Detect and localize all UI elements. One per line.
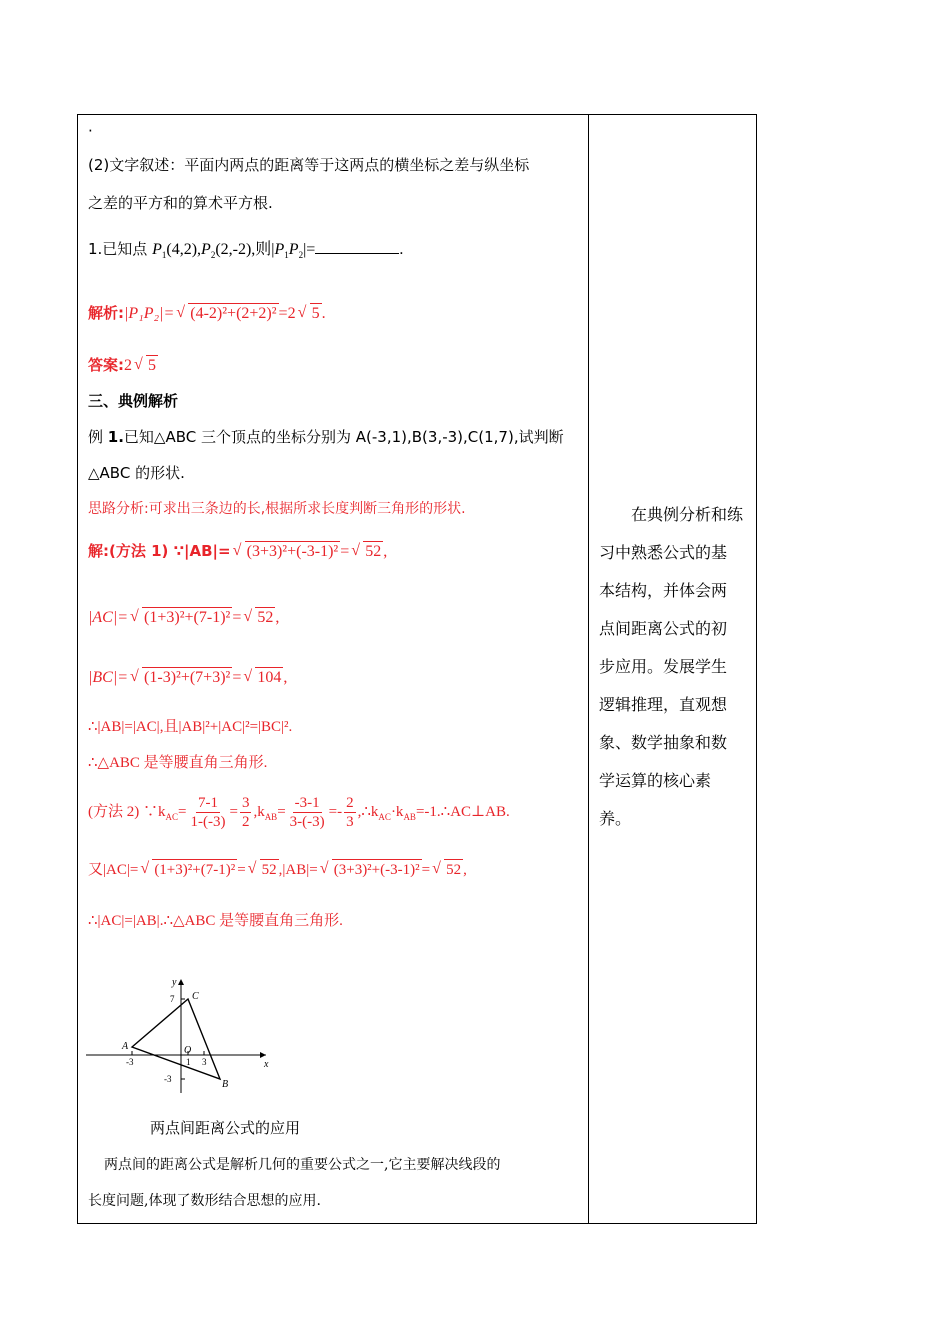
analysis-label: 解析:: [88, 304, 124, 322]
m2-kab: ,k: [253, 804, 265, 820]
also-line: [88, 857, 467, 880]
frac-4: [344, 794, 356, 831]
ac-eq: =: [232, 609, 242, 626]
ac-lhs: |AC|=: [88, 609, 129, 626]
sqrt-also-ac: √ (1+3)²+(7-1)²: [140, 860, 236, 878]
solution-label: 解:(方法 1) ∵|AB|=: [88, 542, 231, 560]
m2-tail3: =-1.∴AC⊥AB.: [415, 804, 510, 820]
x-axis-arrow: [260, 1052, 266, 1058]
ex1-sub1b: 1: [284, 250, 289, 261]
sqrt-ab-val: √ 52: [351, 542, 382, 560]
analysis-lhs: |P₁P₂|=: [124, 305, 175, 322]
method-2: [88, 789, 510, 840]
m2-sub-ac2: AC: [378, 812, 391, 822]
solution-bc: [88, 665, 287, 688]
design-intent-cell: [589, 115, 756, 1223]
also-ab-lhs: ,|AB|=: [278, 862, 318, 878]
triangle-graph: [86, 975, 276, 1095]
also-ab-val: 52: [444, 859, 463, 880]
also-ab-eq: =: [421, 862, 431, 878]
sqrt-bc-val: √ 104: [243, 668, 282, 686]
analysis-end: .: [321, 305, 326, 322]
ex1-prefix: 1.已知点: [88, 240, 153, 258]
analysis: [88, 301, 326, 324]
origin-label: O: [184, 1045, 192, 1056]
m2-eq3: =: [277, 804, 286, 820]
lesson-table: [77, 114, 757, 1224]
example-line1: [88, 427, 564, 447]
application-line2: 长度问题,体现了数形结合思想的应用.: [88, 1193, 321, 1209]
ab-val: 52: [365, 543, 382, 560]
also-ac-radicand: (1+3)²+(7-1)²: [152, 859, 237, 880]
ex1-sub2: 2: [210, 250, 216, 261]
y-axis-arrow: [178, 979, 184, 985]
f3-den: 3-(-3): [289, 814, 325, 831]
intent-line8: 学运算的核心素: [599, 771, 712, 790]
answer-label: 答案:: [88, 356, 124, 374]
design-intent-text: [599, 496, 751, 838]
intent-line5: 步应用。发展学生: [599, 657, 728, 676]
intent-line9: 养。: [599, 809, 632, 828]
content-cell: [78, 115, 588, 1223]
application-line1: 两点间的距离公式是解析几何的重要公式之一,它主要解决线段的: [104, 1157, 501, 1173]
ex1-end: .: [399, 241, 404, 258]
example-text1: 已知△ABC 三个顶点的坐标分别为 A(-3,1),B(3,-3),C(1,7),试判断: [123, 428, 564, 446]
f1-num: 7-1: [197, 795, 218, 812]
ex1-p2-coords: (2,-2),则|: [215, 241, 275, 258]
intent-line6: 逻辑推理，直观想: [599, 695, 728, 714]
point-a-label: A: [122, 1041, 129, 1052]
also-ac-val: 52: [260, 859, 279, 880]
bc-val: 104: [257, 669, 282, 686]
sqrt-ac: √ (1+3)²+(7-1)²: [130, 608, 231, 626]
m2-eq4: =-: [328, 804, 343, 820]
tick-label-7: 7: [170, 994, 175, 1004]
tick-label-m3y: -3: [164, 1074, 172, 1084]
solution-ac: [88, 605, 279, 628]
statement-line2: 之差的平方和的算术平方根.: [88, 194, 273, 212]
therefore-2: ∴△ABC 是等腰直角三角形.: [88, 755, 268, 771]
ex1-sub1: 1: [161, 250, 167, 261]
example-num: 1.: [107, 428, 124, 446]
ex1-p1: P: [152, 241, 162, 258]
also-comma: ,: [463, 862, 467, 878]
ab-comma: ,: [383, 543, 388, 560]
application-title: 两点间距离公式的应用: [150, 1119, 301, 1137]
statement-line1: (2)文字叙述：平面内两点的距离等于这两点的横坐标之差与纵坐标: [88, 156, 530, 174]
ex1-eq: |=: [303, 241, 316, 258]
ex1-sub2b: 2: [298, 250, 304, 261]
frac-2: [240, 794, 252, 831]
intent-line4: 点间距离公式的初: [599, 619, 728, 638]
f1-den: 1-(-3): [190, 814, 226, 831]
m2-eq1: =: [178, 804, 187, 820]
therefore-1: ∴|AB|=|AC|,且|AB|²+|AC|²=|BC|².: [88, 719, 293, 735]
frac-1: [188, 794, 227, 831]
intent-line3: 本结构，并体会两: [599, 581, 728, 600]
ex1-p1b: P: [274, 241, 285, 258]
sqrt-also-ab: √ (3+3)²+(-3-1)²: [319, 860, 420, 878]
ab-radicand: (3+3)²+(-3-1)²: [246, 543, 339, 560]
also-ac-eq: =: [237, 862, 246, 878]
bc-lhs: |BC|=: [88, 669, 129, 686]
y-label: y: [172, 977, 177, 988]
m2-eq2: =: [229, 804, 238, 820]
m2-tail2: ·k: [390, 804, 404, 820]
sqrt-also-ac-val: √ 52: [247, 860, 277, 878]
answer-val: 2: [124, 357, 132, 374]
tick-label-3: 3: [202, 1057, 207, 1067]
m2-sub-ab2: AB: [403, 812, 416, 822]
point-b-label: B: [222, 1079, 229, 1090]
dot: ·: [88, 122, 93, 140]
intent-line2: 习中熟悉公式的基: [599, 543, 728, 562]
analysis-r5: 5: [311, 305, 320, 322]
analysis-eq: =2: [278, 305, 296, 322]
sqrt-bc: √ (1-3)²+(7+3)²: [130, 668, 231, 686]
example-label: 例: [88, 428, 108, 446]
analysis-radicand: (4-2)²+(2+2)²: [190, 305, 277, 322]
answer-sqrt: √ 5: [134, 356, 156, 374]
also-lhs: 又|AC|=: [88, 862, 139, 878]
sqrt-ac-val: √ 52: [243, 608, 274, 626]
f4-den: 3: [346, 814, 354, 831]
m2-sub-ab: AB: [264, 812, 278, 822]
tick-label-1: 1: [186, 1057, 191, 1067]
m2-label: (方法 2) ∵k: [88, 804, 166, 820]
sqrt-also-ab-val: √ 52: [432, 860, 462, 878]
ac-comma: ,: [275, 609, 280, 626]
bc-eq: =: [232, 669, 242, 686]
section-3-heading: 三、典例解析: [88, 392, 179, 410]
ab-eq: =: [340, 543, 350, 560]
ex1-p2b: P: [288, 241, 299, 258]
f3-num: -3-1: [294, 795, 320, 812]
answer-blank: [315, 239, 399, 254]
ex1-p1-coords: (4,2),: [166, 241, 202, 258]
sqrt-ab: √ (3+3)²+(-3-1)²: [232, 542, 339, 560]
also-ab-radicand: (3+3)²+(-3-1)²: [332, 859, 422, 880]
sqrt-analysis: √ (4-2)²+(2+2)²: [176, 304, 277, 322]
example-line2: △ABC 的形状.: [88, 464, 185, 482]
point-c-label: C: [192, 991, 199, 1002]
ac-val: 52: [257, 609, 274, 626]
f4-num: 2: [346, 795, 354, 812]
bc-comma: ,: [283, 669, 288, 686]
ex1-p2: P: [201, 241, 211, 258]
f2-den: 2: [241, 814, 250, 831]
f2-num: 3: [241, 795, 250, 812]
answer-radicand: 5: [148, 357, 156, 374]
therefore-3: ∴|AC|=|AB|.∴△ABC 是等腰直角三角形.: [88, 913, 343, 929]
m2-sub-ac: AC: [165, 812, 179, 822]
x-label: x: [264, 1059, 269, 1070]
solution-ab: [88, 539, 387, 562]
answer: [88, 353, 158, 376]
intent-line1: 在典例分析和练: [631, 505, 744, 524]
tick-label-m3: -3: [126, 1057, 134, 1067]
triangle-abc: [132, 999, 220, 1079]
sqrt-5: √ 5: [297, 304, 320, 322]
intent-line7: 象、数学抽象和数: [599, 733, 728, 752]
ac-radicand: (1+3)²+(7-1)²: [144, 609, 231, 626]
frac-3: [288, 794, 327, 831]
exercise-1: [88, 239, 403, 265]
bc-radicand: (1-3)²+(7+3)²: [144, 669, 231, 686]
idea-analysis: 思路分析:可求出三条边的长,根据所求长度判断三角形的形状.: [88, 501, 466, 517]
m2-tail: ,∴k: [357, 804, 379, 820]
